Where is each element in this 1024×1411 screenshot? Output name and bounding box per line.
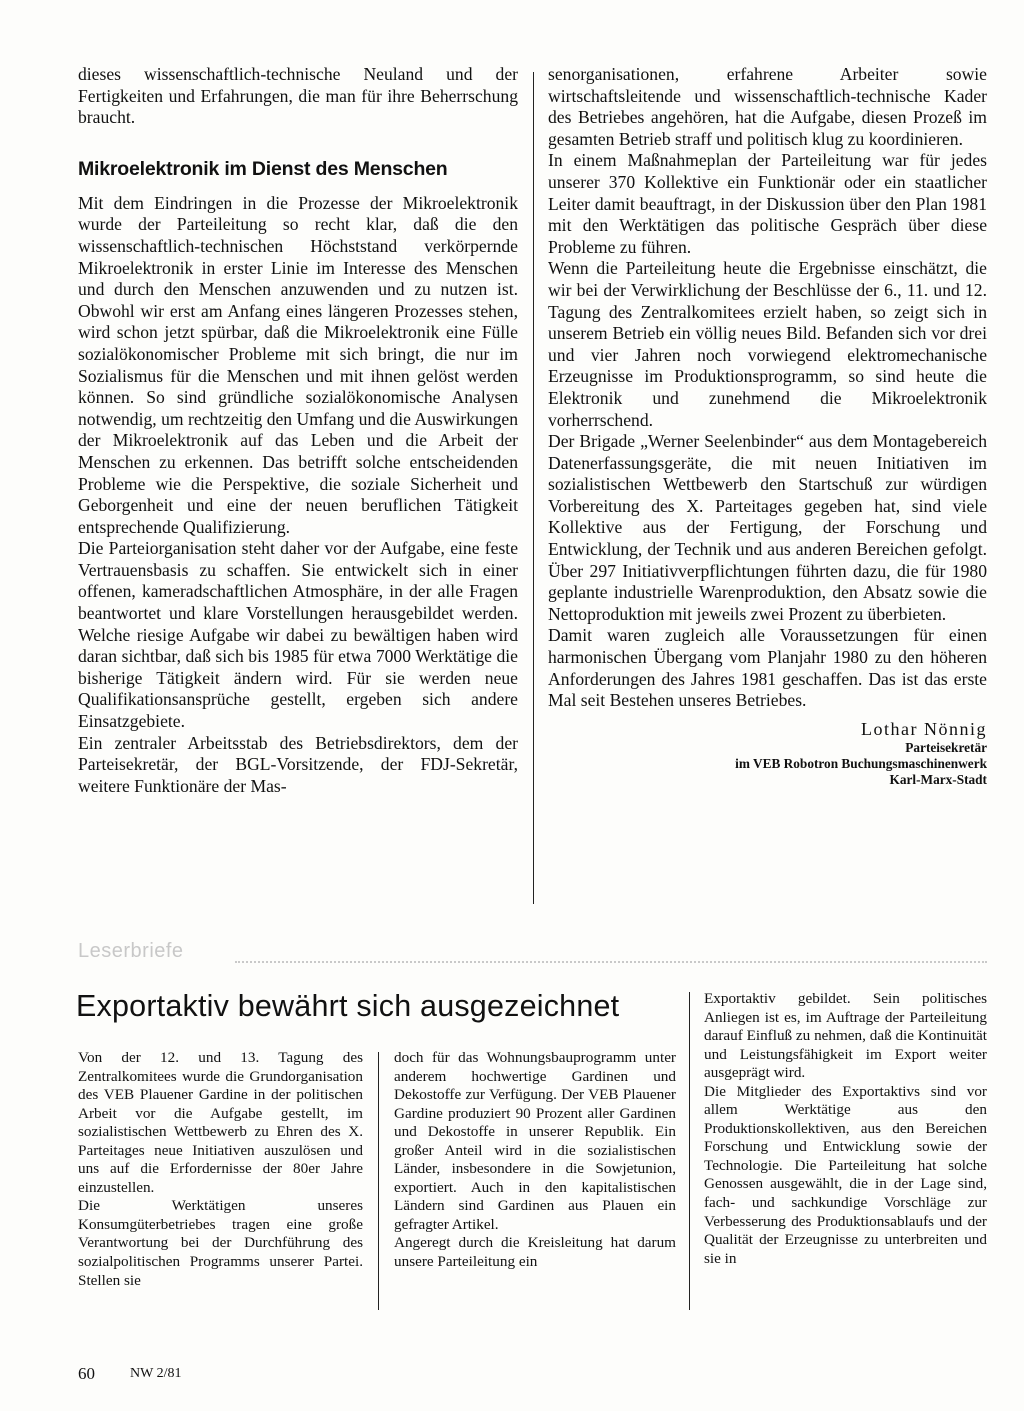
author-city: Karl-Marx-Stadt	[889, 771, 987, 787]
paragraph: Exportaktiv gebildet. Sein politisches Anliegen ist es, im Auftrage der Parteileitung darauf Einfluß zu nehmen, daß die Kontinuität und Leistungsfähigkeit im Export weiter ausgeprägt wird.	[704, 990, 987, 1082]
paragraph: Mit dem Eindringen in die Prozesse der Mikroelektronik wurde der Parteileitung so recht klar, daß die den wissenschaftlich-technischen Höchststand verkörpernde Mikroelektronik in erster Linie im Interesse des Menschen und durch den Menschen anzuwenden und zu nutzen ist. Obwohl wir erst am Anfang eines längeren Prozesses stehen, wird schon jetzt spürbar, daß die Mikroelektronik eine Fülle sozialökonomischer Probleme mit sich bringt, die nur im Sozialismus für die Menschen und mit ihnen gelöst werden können. So sind gründliche sozialökonomische Analysen notwendig, um rechtzeitig den Umfang und die Auswirkungen der Mikroelektronik auf das Leben und die Arbeit der Menschen zu erkennen. Das betrifft solche entscheidenden Probleme wie die Perspektive, die soziale Sicherheit und Geborgenheit und eine der neuen beruflichen Tätigkeit entsprechende Qualifizierung.	[78, 192, 518, 537]
paragraph: doch für das Wohnungsbauprogramm unter anderem hochwertige Gardinen und Dekostoffe zur Verfügung. Der VEB Plauener Gardine produziert 90 Prozent aller Gardinen und Dekostoffe in unserer Republik. Ein großer Anteil wird in die sozialistischen Länder, insbesondere in die Sowjetunion, exportiert. Auch in den kapitalistischen Ländern sind Gardinen aus Plauen ein gefragter Artikel.	[394, 1049, 676, 1233]
issue-label: NW 2/81	[130, 1366, 182, 1381]
author-signature	[548, 718, 987, 788]
section-label: Leserbriefe	[78, 940, 184, 962]
section-rule	[235, 961, 987, 963]
paragraph: Wenn die Parteileitung heute die Ergebnisse einschätzt, die wir bei der Verwirklichung der Beschlüsse der 6., 11. und 12. Tagung des Zentralkomitees erzielt haben, so zeigt sich in unserem Betrieb ein völlig neues Bild. Befanden sich vor drei und vier Jahren noch vorwiegend elektromechanische Erzeugnisse im Produktionsprogramm, so sind heute die Elektronik und zunehmend die Mikroelektronik vorherrschend.	[548, 258, 987, 430]
paragraph: In einem Maßnahmeplan der Parteileitung war für jedes unserer 370 Kollektive ein Funktionär oder ein staatlicher Leiter damit beauftragt, in der Diskussion über den Plan 1981 mit den Werktätigen das politische Gespräch über diese Probleme zu führen.	[548, 150, 987, 257]
paragraph: Die Mitglieder des Exportaktivs sind vor allem Werktätige aus den Produktionskollektiven, aus den Bereichen Forschung und Entwicklung sowie der Technologie. Die Parteileitung hat solche Genossen ausgewählt, die in der Lage sind, fach- und sachkundige Vorschläge zur Verbesserung des Produktionsablaufs und der Qualität der Erzeugnisse zu unterbreiten und sie in	[704, 1082, 987, 1267]
letter-column-3	[704, 990, 987, 1268]
paragraph: Von der 12. und 13. Tagung des Zentralkomitees wurde die Grundorganisation des VEB Plauener Gardine in der politischen Arbeit vor die Aufgabe gestellt, im sozialistischen Wettbewerb zu Ehren des X. Parteitages neue Initiativen auszulösen und uns auf die Erfordernisse der 80er Jahre einzustellen.	[78, 1049, 363, 1196]
article-column-2	[548, 64, 987, 788]
paragraph: Ein zentraler Arbeitsstab des Betriebsdirektors, dem der Parteisekretär, der BGL-Vorsitzende, der FDJ-Sekretär, weitere Funktionäre der Mas-	[78, 732, 518, 796]
paragraph: Der Brigade „Werner Seelenbinder“ aus dem Montagebereich Datenerfassungsgeräte, die mit neuen Initiativen im sozialistischen Wettbewerb den Startschuß zur würdigen Vorbereitung des X. Parteitages gegeben hat, sind viele Kollektive aus der Fertigung, der Forschung und Entwicklung, der Technik und aus anderen Bereichen gefolgt. Über 297 Initiativverpflichtungen führten dazu, die für 1980 geplante industrielle Warenproduktion, den Absatz sowie die Nettoproduktion mit jeweils zwei Prozent zu überbieten.	[548, 431, 987, 624]
column-divider	[689, 992, 690, 1310]
paragraph: senorganisationen, erfahrene Arbeiter sowie wirtschaftsleitende und wissenschaftlich-technische Kader des Betriebes angehören, hat die Aufgabe, diesen Prozeß im gesamten Betrieb straff und politisch klug zu koordinieren.	[548, 64, 987, 149]
paragraph: Die Parteiorganisation steht daher vor der Aufgabe, eine feste Vertrauensbasis zu schaffen. Sie entwickelt sich in einer offenen, kameradschaftlichen Atmosphäre, in der alle Fragen beantwortet und klare Vorstellungen herausgebildet werden. Welche riesige Aufgabe wir dabei zu bewältigen haben wird daran sichtbar, daß sich bis 1985 für etwa 7000 Werktätige die bisherige Tätigkeit ändern wird. Für sie werden neue Qualifikationsansprüche gestellt, ergeben sich andere Einsatzgebiete.	[78, 538, 518, 732]
author-organization: im VEB Robotron Buchungsmaschinenwerk	[735, 755, 987, 771]
article-headline: Exportaktiv bewährt sich ausgezeichnet	[76, 989, 620, 1023]
author-name: Lothar Nönnig	[861, 718, 987, 739]
letter-column-1	[78, 1049, 363, 1290]
author-role: Parteisekretär	[905, 739, 987, 755]
intro-paragraph: dieses wissenschaftlich-technische Neuland und der Fertigkeiten und Erfahrungen, die man für ihre Beherrschung braucht.	[78, 64, 518, 128]
section-heading: Mikroelektronik im Dienst des Menschen	[78, 157, 448, 180]
page-number: 60	[78, 1364, 95, 1383]
paragraph: Die Werktätigen unseres Konsumgüterbetriebes tragen eine große Verantwortung bei der Durchführung des sozialpolitischen Programms unserer Partei. Stellen sie	[78, 1197, 363, 1289]
letter-column-2	[394, 1049, 676, 1272]
column-divider	[378, 1052, 379, 1310]
column-divider	[533, 72, 534, 904]
article-column-1	[78, 64, 518, 797]
paragraph: Damit waren zugleich alle Voraussetzungen für einen harmonischen Übergang vom Planjahr 1980 zu den höheren Anforderungen des Jahres 1981 geschaffen. Das ist das erste Mal seit Bestehen unseres Betriebes.	[548, 625, 987, 711]
paragraph: Angeregt durch die Kreisleitung hat darum unsere Parteileitung ein	[394, 1234, 676, 1271]
